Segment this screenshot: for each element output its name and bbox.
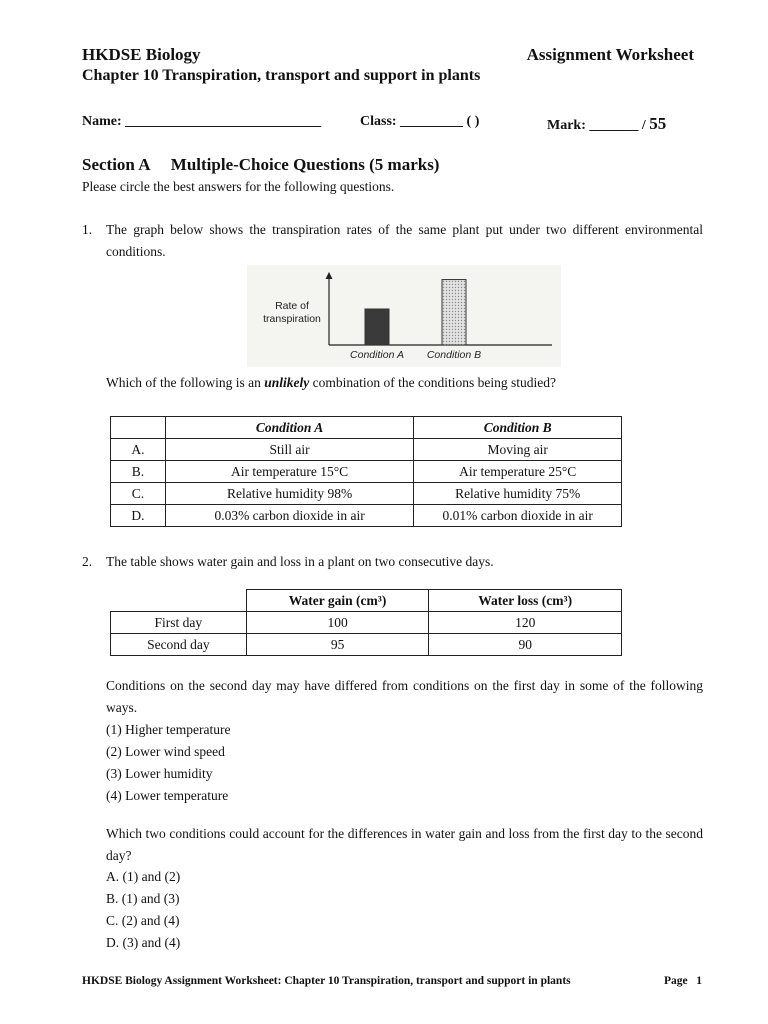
table-header-cell: Water gain (cm³) — [246, 590, 429, 612]
q1-table — [110, 416, 622, 527]
q1-question-post: combination of the conditions being studied? — [309, 375, 556, 390]
footer-text: HKDSE Biology Assignment Worksheet: Chapter 10 Transpiration, transport and support in plants — [82, 975, 571, 987]
chart-svg — [247, 265, 561, 367]
table-cell: Relative humidity 75% — [414, 483, 622, 505]
table-row — [111, 505, 622, 527]
mark-total: 55 — [649, 114, 667, 133]
table-header-row — [111, 590, 622, 612]
table-header-cell — [111, 590, 247, 612]
q1-number: 1. — [82, 222, 93, 237]
table-header-cell: Water loss (cm³) — [429, 590, 622, 612]
list-item: (4) Lower temperature — [106, 788, 229, 803]
transpiration-chart — [247, 265, 561, 367]
option-b[interactable]: B. (1) and (3) — [106, 891, 180, 906]
q2-options — [106, 866, 180, 954]
table-row — [111, 634, 622, 656]
table-cell: Relative humidity 98% — [165, 483, 413, 505]
q2-conditions-list — [106, 719, 230, 807]
option-a[interactable]: A. (1) and (2) — [106, 869, 181, 884]
q2-paragraph: Conditions on the second day may have differed from conditions on the first day in some of the following ways. — [106, 678, 703, 715]
table-cell: 120 — [429, 612, 622, 634]
table-cell: D. — [111, 505, 166, 527]
table-cell: Second day — [111, 634, 247, 656]
table-header-cell: Condition B — [414, 417, 622, 439]
list-item: (2) Lower wind speed — [106, 744, 225, 759]
mark-label: Mark: _______ / — [547, 118, 646, 133]
table-cell: C. — [111, 483, 166, 505]
table-cell: Moving air — [414, 439, 622, 461]
section-instruction: Please circle the best answers for the following questions. — [82, 179, 395, 194]
bar-condition-a — [365, 309, 389, 345]
bar-condition-b — [442, 280, 466, 345]
course-title: HKDSE Biology — [82, 45, 201, 64]
table-row — [111, 483, 622, 505]
table-cell: Air temperature 15°C — [165, 461, 413, 483]
list-item: (1) Higher temperature — [106, 722, 231, 737]
q1-question-pre: Which of the following is an — [106, 375, 265, 390]
table-cell: Still air — [165, 439, 413, 461]
name-field[interactable]: Name: ____________________________ — [82, 114, 322, 129]
table-cell: B. — [111, 461, 166, 483]
option-d[interactable]: D. (3) and (4) — [106, 935, 181, 950]
y-axis-label: transpiration — [263, 313, 321, 325]
table-row — [111, 439, 622, 461]
table-header-cell — [111, 417, 166, 439]
table-row — [111, 461, 622, 483]
q1-question-emphasis: unlikely — [264, 375, 310, 390]
y-axis-label: Rate of — [275, 300, 309, 312]
q2-table — [110, 589, 622, 656]
doc-type: Assignment Worksheet — [526, 45, 694, 64]
y-axis-arrow — [326, 272, 333, 279]
q2-text: The table shows water gain and loss in a plant on two consecutive days. — [106, 554, 494, 569]
table-cell: 0.01% carbon dioxide in air — [414, 505, 622, 527]
x-tick-label: Condition A — [350, 349, 404, 361]
chapter-title: Chapter 10 Transpiration, transport and support in plants — [82, 67, 481, 84]
list-item: (3) Lower humidity — [106, 766, 213, 781]
table-cell: 90 — [429, 634, 622, 656]
option-c[interactable]: C. (2) and (4) — [106, 913, 180, 928]
table-cell: A. — [111, 439, 166, 461]
table-header-cell: Condition A — [165, 417, 413, 439]
table-row — [111, 612, 622, 634]
table-cell: 100 — [246, 612, 429, 634]
q1-question — [106, 372, 556, 394]
q2-question: Which two conditions could account for the differences in water gain and loss from the first day to the second day? — [106, 826, 703, 863]
x-tick-label: Condition B — [426, 349, 482, 361]
q2-number: 2. — [82, 554, 93, 569]
page-number: Page 1 — [663, 975, 702, 987]
class-field[interactable]: Class: _________ ( ) — [360, 114, 480, 129]
table-cell: Air temperature 25°C — [414, 461, 622, 483]
section-a-title: Section A Multiple-Choice Questions (5 marks) — [82, 155, 440, 174]
mark-field — [547, 114, 666, 134]
table-cell: First day — [111, 612, 247, 634]
table-cell: 95 — [246, 634, 429, 656]
table-cell: 0.03% carbon dioxide in air — [165, 505, 413, 527]
table-header-row — [111, 417, 622, 439]
q1-text: The graph below shows the transpiration rates of the same plant put under two different environmental conditions. — [106, 222, 703, 259]
